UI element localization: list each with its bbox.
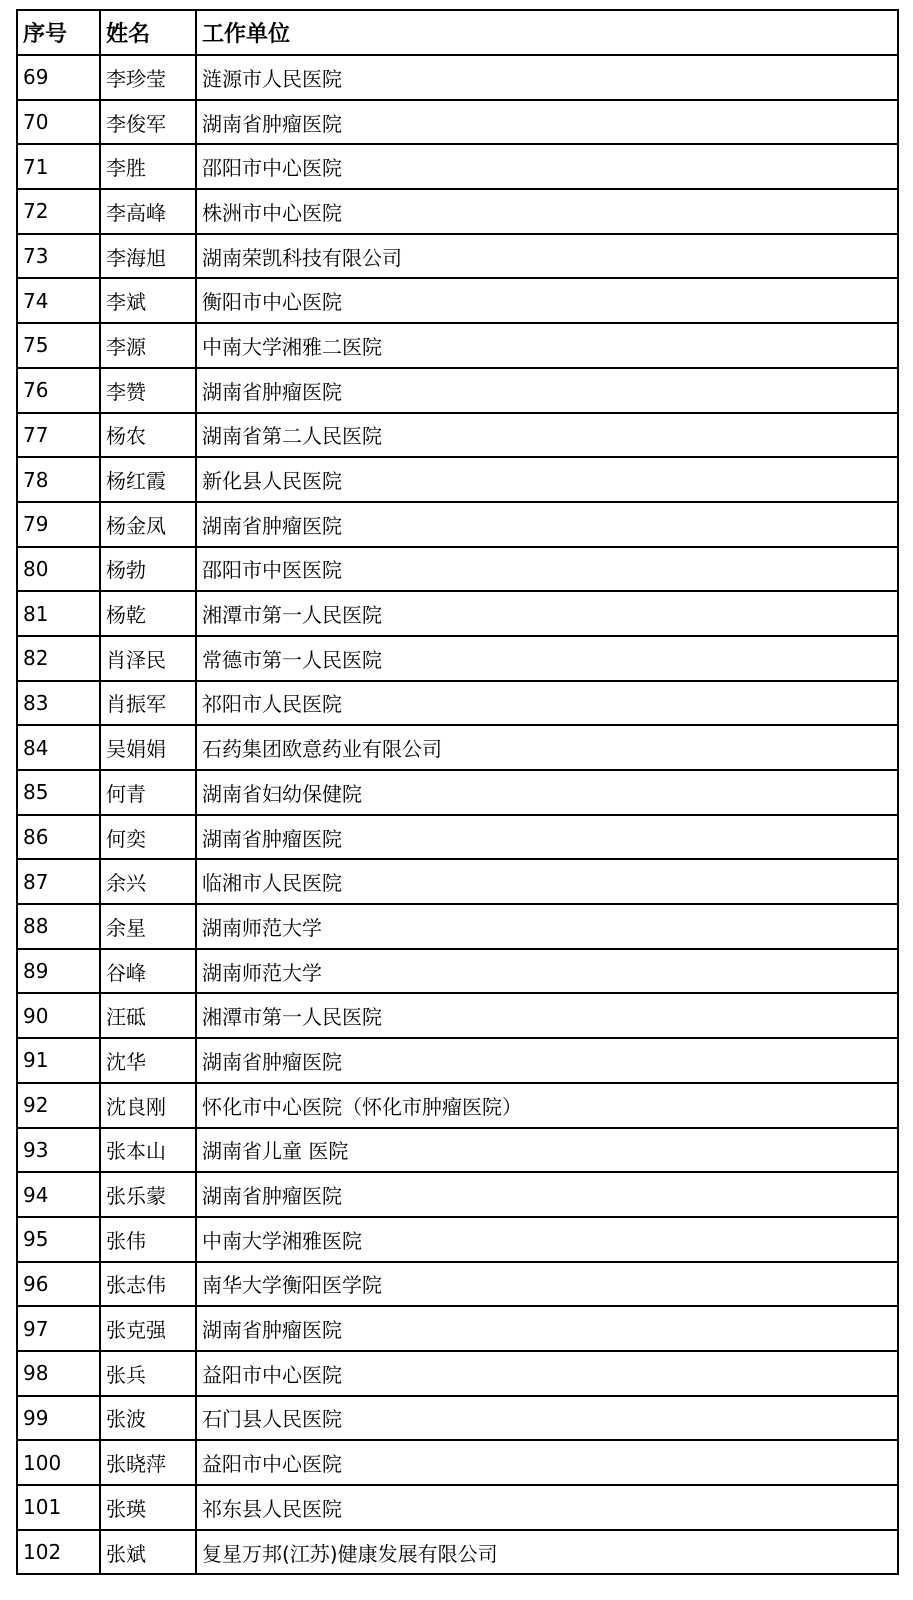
cell-name: 余兴 — [100, 859, 196, 904]
table-row — [17, 859, 898, 904]
cell-name: 张乐蒙 — [100, 1172, 196, 1217]
table-row — [17, 770, 898, 815]
cell-work-unit: 临湘市人民医院 — [196, 859, 898, 904]
cell-serial-number: 76 — [17, 368, 100, 413]
cell-serial-number: 90 — [17, 993, 100, 1038]
cell-serial-number: 73 — [17, 234, 100, 279]
cell-serial-number: 99 — [17, 1396, 100, 1441]
cell-serial-number: 79 — [17, 502, 100, 547]
cell-work-unit: 湖南师范大学 — [196, 949, 898, 994]
table-row — [17, 413, 898, 458]
cell-name: 李源 — [100, 323, 196, 368]
cell-name: 沈良刚 — [100, 1083, 196, 1128]
cell-work-unit: 湖南省肿瘤医院 — [196, 815, 898, 860]
cell-name: 张晓萍 — [100, 1440, 196, 1485]
table-body — [17, 55, 898, 1574]
cell-name: 李斌 — [100, 278, 196, 323]
cell-work-unit: 湖南省肿瘤医院 — [196, 1038, 898, 1083]
cell-name: 杨金凤 — [100, 502, 196, 547]
table-row — [17, 323, 898, 368]
cell-serial-number: 75 — [17, 323, 100, 368]
cell-work-unit: 新化县人民医院 — [196, 457, 898, 502]
cell-name: 张志伟 — [100, 1262, 196, 1307]
cell-work-unit: 中南大学湘雅二医院 — [196, 323, 898, 368]
cell-name: 吴娟娟 — [100, 725, 196, 770]
cell-serial-number: 91 — [17, 1038, 100, 1083]
table-row — [17, 234, 898, 279]
cell-serial-number: 77 — [17, 413, 100, 458]
cell-work-unit: 湖南师范大学 — [196, 904, 898, 949]
table-row — [17, 993, 898, 1038]
cell-serial-number: 78 — [17, 457, 100, 502]
cell-serial-number: 71 — [17, 144, 100, 189]
cell-name: 李胜 — [100, 144, 196, 189]
cell-work-unit: 湘潭市第一人民医院 — [196, 993, 898, 1038]
cell-work-unit: 湖南省第二人民医院 — [196, 413, 898, 458]
cell-work-unit: 祁东县人民医院 — [196, 1485, 898, 1530]
cell-work-unit: 益阳市中心医院 — [196, 1440, 898, 1485]
cell-work-unit: 湖南荣凯科技有限公司 — [196, 234, 898, 279]
table-row — [17, 636, 898, 681]
table-row — [17, 55, 898, 100]
table-row — [17, 725, 898, 770]
cell-serial-number: 72 — [17, 189, 100, 234]
table-row — [17, 1217, 898, 1262]
cell-name: 李珍莹 — [100, 55, 196, 100]
cell-work-unit: 湖南省肿瘤医院 — [196, 100, 898, 145]
cell-serial-number: 101 — [17, 1485, 100, 1530]
cell-work-unit: 株洲市中心医院 — [196, 189, 898, 234]
cell-name: 何奕 — [100, 815, 196, 860]
cell-serial-number: 84 — [17, 725, 100, 770]
table-row — [17, 1351, 898, 1396]
table-row — [17, 591, 898, 636]
cell-name: 张克强 — [100, 1306, 196, 1351]
cell-name: 杨勃 — [100, 547, 196, 592]
cell-serial-number: 96 — [17, 1262, 100, 1307]
cell-name: 何青 — [100, 770, 196, 815]
table-row — [17, 502, 898, 547]
header-serial-number: 序号 — [17, 10, 100, 55]
cell-serial-number: 97 — [17, 1306, 100, 1351]
cell-work-unit: 祁阳市人民医院 — [196, 681, 898, 726]
table-row — [17, 189, 898, 234]
cell-name: 李高峰 — [100, 189, 196, 234]
table-row — [17, 1172, 898, 1217]
cell-serial-number: 102 — [17, 1530, 100, 1575]
cell-work-unit: 邵阳市中心医院 — [196, 144, 898, 189]
cell-work-unit: 复星万邦(江苏)健康发展有限公司 — [196, 1530, 898, 1575]
table-row — [17, 547, 898, 592]
header-row — [17, 10, 898, 55]
cell-work-unit: 涟源市人民医院 — [196, 55, 898, 100]
cell-work-unit: 怀化市中心医院（怀化市肿瘤医院） — [196, 1083, 898, 1128]
cell-name: 杨农 — [100, 413, 196, 458]
cell-serial-number: 74 — [17, 278, 100, 323]
table-row — [17, 1440, 898, 1485]
cell-name: 沈华 — [100, 1038, 196, 1083]
header-work-unit: 工作单位 — [196, 10, 898, 55]
table-row — [17, 144, 898, 189]
cell-serial-number: 100 — [17, 1440, 100, 1485]
cell-work-unit: 益阳市中心医院 — [196, 1351, 898, 1396]
cell-name: 张本山 — [100, 1128, 196, 1173]
cell-name: 张伟 — [100, 1217, 196, 1262]
cell-serial-number: 87 — [17, 859, 100, 904]
cell-work-unit: 衡阳市中心医院 — [196, 278, 898, 323]
table-row — [17, 100, 898, 145]
table-row — [17, 681, 898, 726]
cell-name: 余星 — [100, 904, 196, 949]
table-row — [17, 1128, 898, 1173]
cell-name: 肖振军 — [100, 681, 196, 726]
cell-work-unit: 石门县人民医院 — [196, 1396, 898, 1441]
cell-serial-number: 83 — [17, 681, 100, 726]
cell-serial-number: 81 — [17, 591, 100, 636]
cell-serial-number: 98 — [17, 1351, 100, 1396]
table-row — [17, 1262, 898, 1307]
cell-serial-number: 86 — [17, 815, 100, 860]
name-list-sheet — [16, 9, 897, 1575]
table-row — [17, 457, 898, 502]
table-row — [17, 1485, 898, 1530]
cell-serial-number: 94 — [17, 1172, 100, 1217]
cell-serial-number: 93 — [17, 1128, 100, 1173]
cell-work-unit: 南华大学衡阳医学院 — [196, 1262, 898, 1307]
cell-serial-number: 88 — [17, 904, 100, 949]
cell-name: 李俊军 — [100, 100, 196, 145]
table-row — [17, 1083, 898, 1128]
table-row — [17, 1530, 898, 1575]
table-header — [17, 10, 898, 55]
table-row — [17, 1396, 898, 1441]
table-row — [17, 1038, 898, 1083]
cell-serial-number: 82 — [17, 636, 100, 681]
cell-serial-number: 69 — [17, 55, 100, 100]
cell-serial-number: 85 — [17, 770, 100, 815]
header-name: 姓名 — [100, 10, 196, 55]
cell-work-unit: 中南大学湘雅医院 — [196, 1217, 898, 1262]
cell-serial-number: 89 — [17, 949, 100, 994]
cell-work-unit: 湖南省肿瘤医院 — [196, 1306, 898, 1351]
table-row — [17, 949, 898, 994]
cell-work-unit: 湘潭市第一人民医院 — [196, 591, 898, 636]
name-list-table — [16, 9, 899, 1575]
cell-work-unit: 湖南省肿瘤医院 — [196, 1172, 898, 1217]
cell-work-unit: 湖南省儿童 医院 — [196, 1128, 898, 1173]
cell-name: 张兵 — [100, 1351, 196, 1396]
cell-work-unit: 石药集团欧意药业有限公司 — [196, 725, 898, 770]
cell-name: 张瑛 — [100, 1485, 196, 1530]
cell-work-unit: 湖南省妇幼保健院 — [196, 770, 898, 815]
table-row — [17, 1306, 898, 1351]
table-row — [17, 278, 898, 323]
cell-work-unit: 邵阳市中医医院 — [196, 547, 898, 592]
cell-serial-number: 70 — [17, 100, 100, 145]
cell-name: 李海旭 — [100, 234, 196, 279]
cell-name: 杨红霞 — [100, 457, 196, 502]
cell-name: 谷峰 — [100, 949, 196, 994]
cell-work-unit: 湖南省肿瘤医院 — [196, 368, 898, 413]
cell-name: 张斌 — [100, 1530, 196, 1575]
table-row — [17, 904, 898, 949]
table-row — [17, 815, 898, 860]
cell-name: 肖泽民 — [100, 636, 196, 681]
cell-serial-number: 92 — [17, 1083, 100, 1128]
table-row — [17, 368, 898, 413]
cell-name: 张波 — [100, 1396, 196, 1441]
cell-name: 李赞 — [100, 368, 196, 413]
cell-name: 杨乾 — [100, 591, 196, 636]
cell-serial-number: 80 — [17, 547, 100, 592]
cell-serial-number: 95 — [17, 1217, 100, 1262]
cell-work-unit: 湖南省肿瘤医院 — [196, 502, 898, 547]
cell-name: 汪砥 — [100, 993, 196, 1038]
cell-work-unit: 常德市第一人民医院 — [196, 636, 898, 681]
